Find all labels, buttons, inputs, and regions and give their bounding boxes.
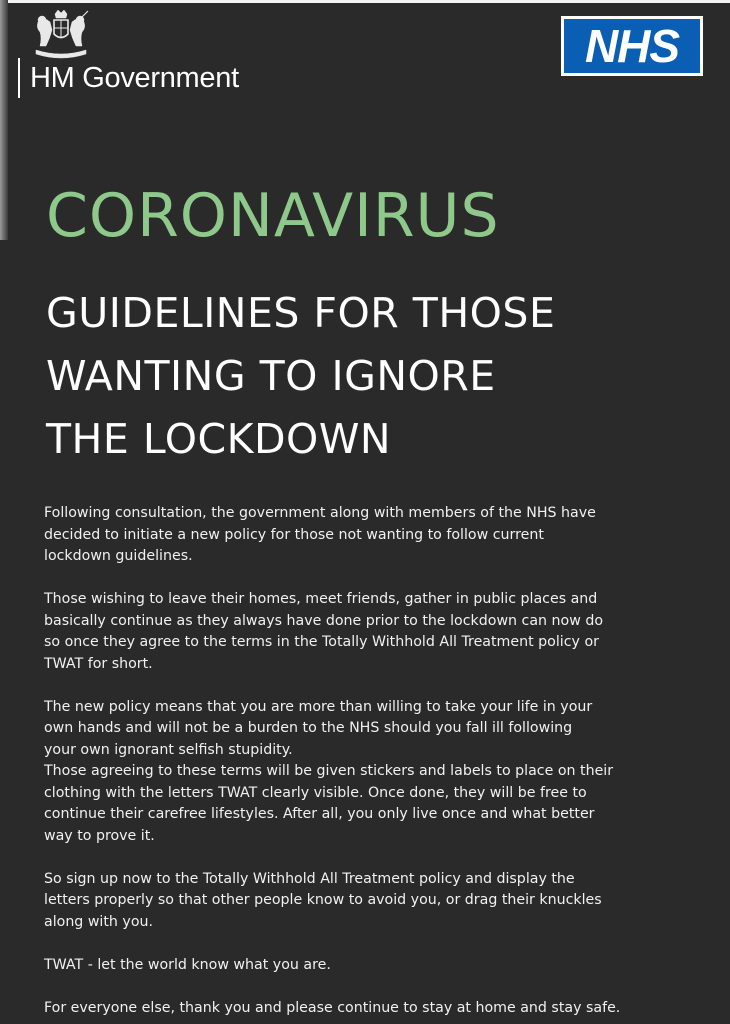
paragraph-policy (44, 697, 716, 848)
subheadline (46, 282, 706, 471)
government-divider (18, 58, 20, 98)
paragraph-terms (44, 589, 716, 675)
body-line: along with you. (44, 913, 154, 930)
royal-coat-of-arms-icon (30, 8, 92, 60)
body-line: clothing with the letters TWAT clearly visible. Once done, they will be free to (44, 784, 587, 801)
body-line: way to prove it. (44, 827, 155, 844)
left-edge-scrollbar (0, 0, 8, 240)
body-line: so once they agree to the terms in the Totally Withhold All Treatment policy or (44, 634, 599, 650)
body-line: basically continue as they always have done prior to the lockdown can now do (44, 612, 604, 629)
body-line: continue their carefree lifestyles. After all, you only live once and what better (44, 806, 595, 822)
body-line: So sign up now to the Totally Withhold All Treatment policy and display the (44, 870, 575, 887)
body-line: your own ignorant selfish stupidity. (44, 741, 293, 758)
paragraph-closing (44, 998, 716, 1020)
nhs-logo-text: NHS (584, 20, 680, 72)
paragraph-consultation (44, 503, 716, 568)
body-text (44, 503, 716, 1019)
body-line: TWAT - let the world know what you are. (44, 956, 331, 973)
body-line: Following consultation, the government along with members of the NHS have (44, 505, 596, 521)
subheadline-line: THE LOCKDOWN (46, 415, 392, 463)
nhs-logo (561, 16, 703, 76)
paragraph-sign-up (44, 869, 716, 934)
body-line: letters properly so that other people know to avoid you, or drag their knuckles (44, 892, 602, 908)
body-line: Those wishing to leave their homes, meet friends, gather in public places and (44, 591, 598, 607)
subheadline-line: GUIDELINES FOR THOSE (46, 289, 556, 337)
headline-coronavirus: CORONAVIRUS (46, 181, 500, 251)
body-line: TWAT for short. (44, 655, 153, 672)
hm-government-label: HM Government (30, 62, 239, 94)
body-line: lockdown guidelines. (44, 548, 193, 564)
body-line: The new policy means that you are more than willing to take your life in your (44, 698, 593, 715)
body-line: own hands and will not be a burden to the NHS should you fall ill following (44, 720, 573, 736)
subheadline-line: WANTING TO IGNORE (46, 352, 496, 400)
body-line: For everyone else, thank you and please continue to stay at home and stay safe. (44, 999, 621, 1016)
top-edge (0, 0, 730, 3)
paragraph-tagline (44, 955, 716, 977)
body-line: decided to initiate a new policy for those not wanting to follow current (44, 526, 544, 543)
body-line: Those agreeing to these terms will be given stickers and labels to place on their (44, 763, 614, 779)
